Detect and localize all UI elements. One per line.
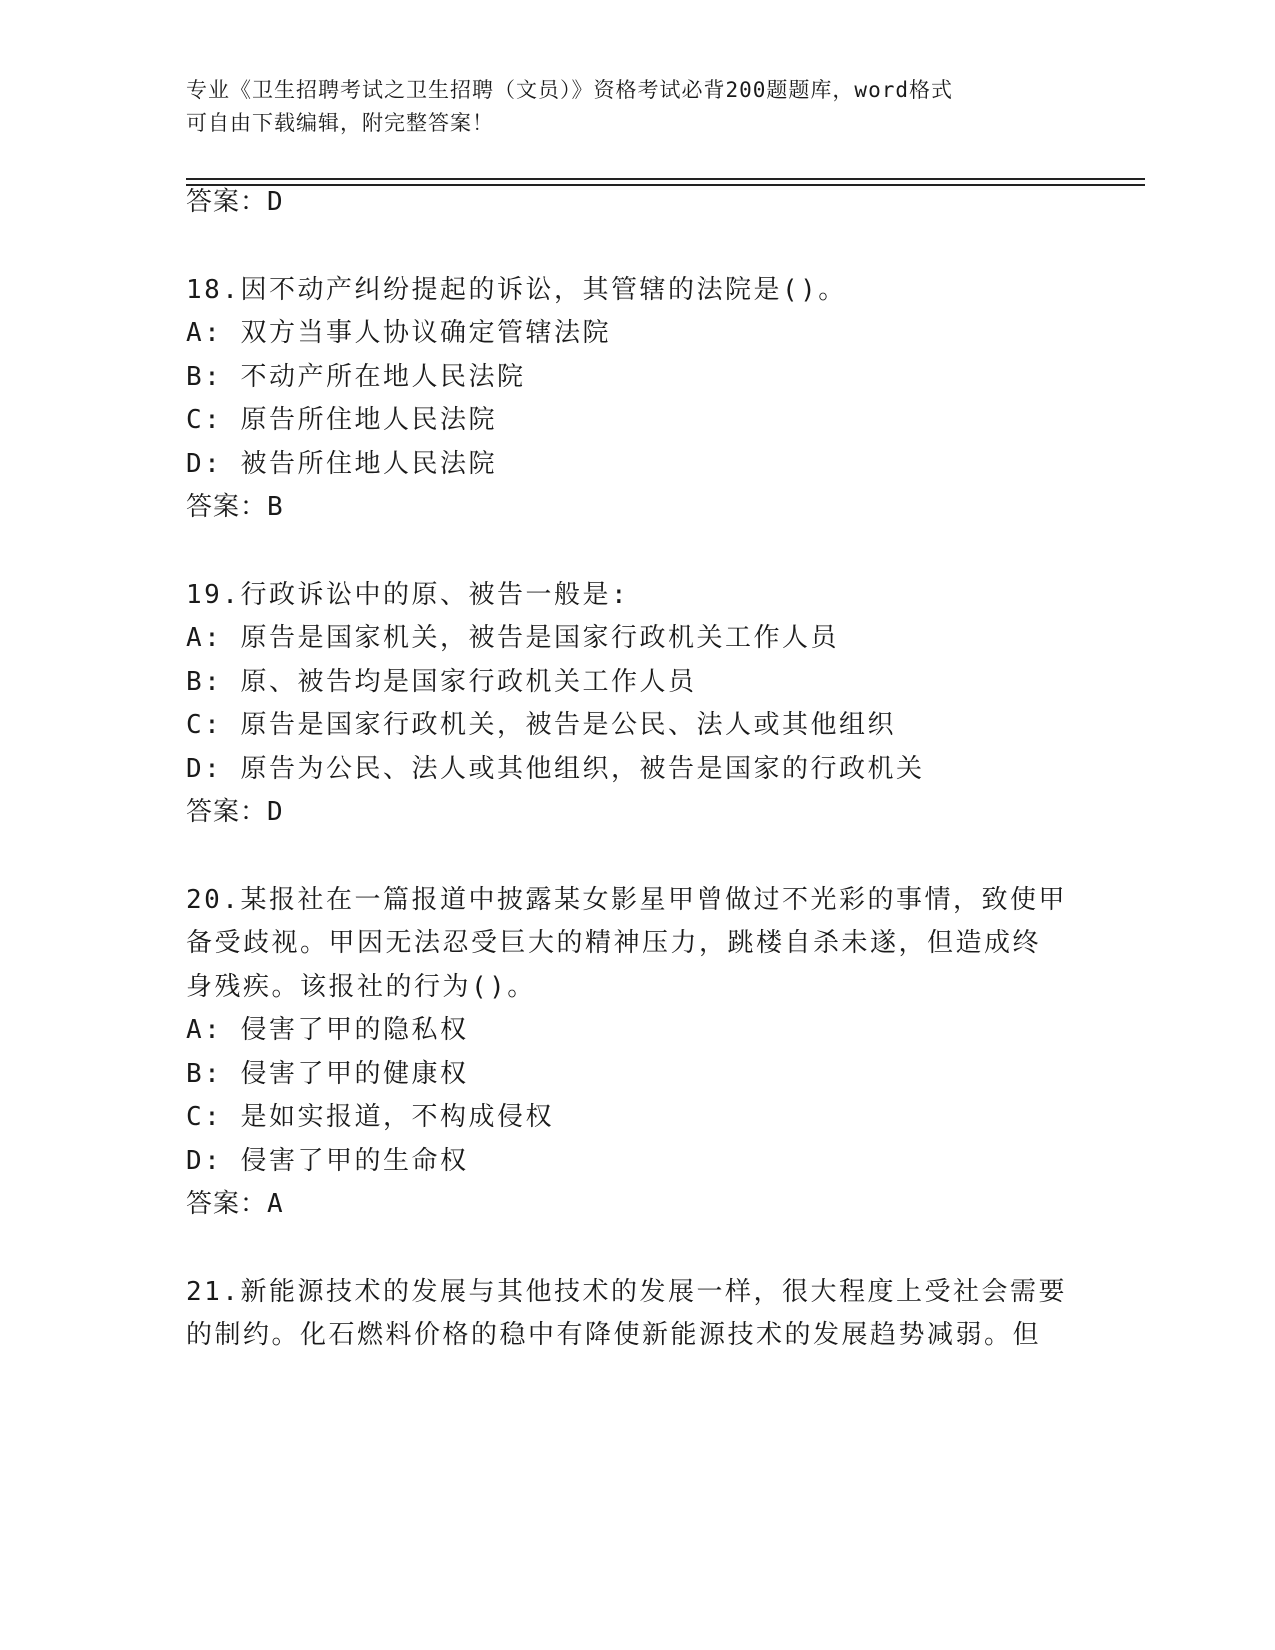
q20-option-a: A: 侵害了甲的隐私权 — [186, 1015, 469, 1045]
q18-option-d: D: 被告所住地人民法院 — [186, 449, 497, 479]
q20-stem-line-2: 备受歧视。甲因无法忍受巨大的精神压力，跳楼自杀未遂，但造成终 — [186, 928, 1042, 958]
header-line-1: 专业《卫生招聘考试之卫生招聘（文员）》资格考试必背200题题库，word格式 — [186, 78, 953, 102]
document-header — [186, 74, 1086, 140]
q21-stem-line-1: 21.新能源技术的发展与其他技术的发展一样，很大程度上受社会需要 — [186, 1277, 1067, 1307]
header-line-2: 可自由下载编辑，附完整答案！ — [186, 111, 494, 135]
q20-option-d: D: 侵害了甲的生命权 — [186, 1146, 469, 1176]
q21-stem-line-2: 的制约。化石燃料价格的稳中有降使新能源技术的发展趋势减弱。但 — [186, 1320, 1042, 1350]
q19-answer: 答案：D — [186, 797, 284, 827]
q19-option-a: A: 原告是国家机关，被告是国家行政机关工作人员 — [186, 623, 839, 653]
header-rule-top — [186, 178, 1145, 180]
q20-stem-line-1: 20.某报社在一篇报道中披露某女影星甲曾做过不光彩的事情，致使甲 — [186, 885, 1067, 915]
q19-stem: 19.行政诉讼中的原、被告一般是: — [186, 580, 630, 610]
prev-answer: 答案：D — [186, 187, 284, 217]
q19-option-b: B: 原、被告均是国家行政机关工作人员 — [186, 667, 697, 697]
q18-option-a: A: 双方当事人协议确定管辖法院 — [186, 318, 611, 348]
q19-option-d: D: 原告为公民、法人或其他组织，被告是国家的行政机关 — [186, 754, 925, 784]
q19-option-c: C: 原告是国家行政机关，被告是公民、法人或其他组织 — [186, 710, 896, 740]
q20-option-b: B: 侵害了甲的健康权 — [186, 1059, 469, 1089]
q18-answer: 答案：B — [186, 492, 284, 522]
q20-option-c: C: 是如实报道，不构成侵权 — [186, 1102, 554, 1132]
q18-option-c: C: 原告所住地人民法院 — [186, 405, 497, 435]
q20-answer: 答案：A — [186, 1189, 284, 1219]
header-rule-bottom — [186, 184, 1145, 186]
q20-stem-line-3: 身残疾。该报社的行为()。 — [186, 972, 536, 1002]
q18-option-b: B: 不动产所在地人民法院 — [186, 362, 526, 392]
q18-stem: 18.因不动产纠纷提起的诉讼，其管辖的法院是()。 — [186, 275, 847, 305]
